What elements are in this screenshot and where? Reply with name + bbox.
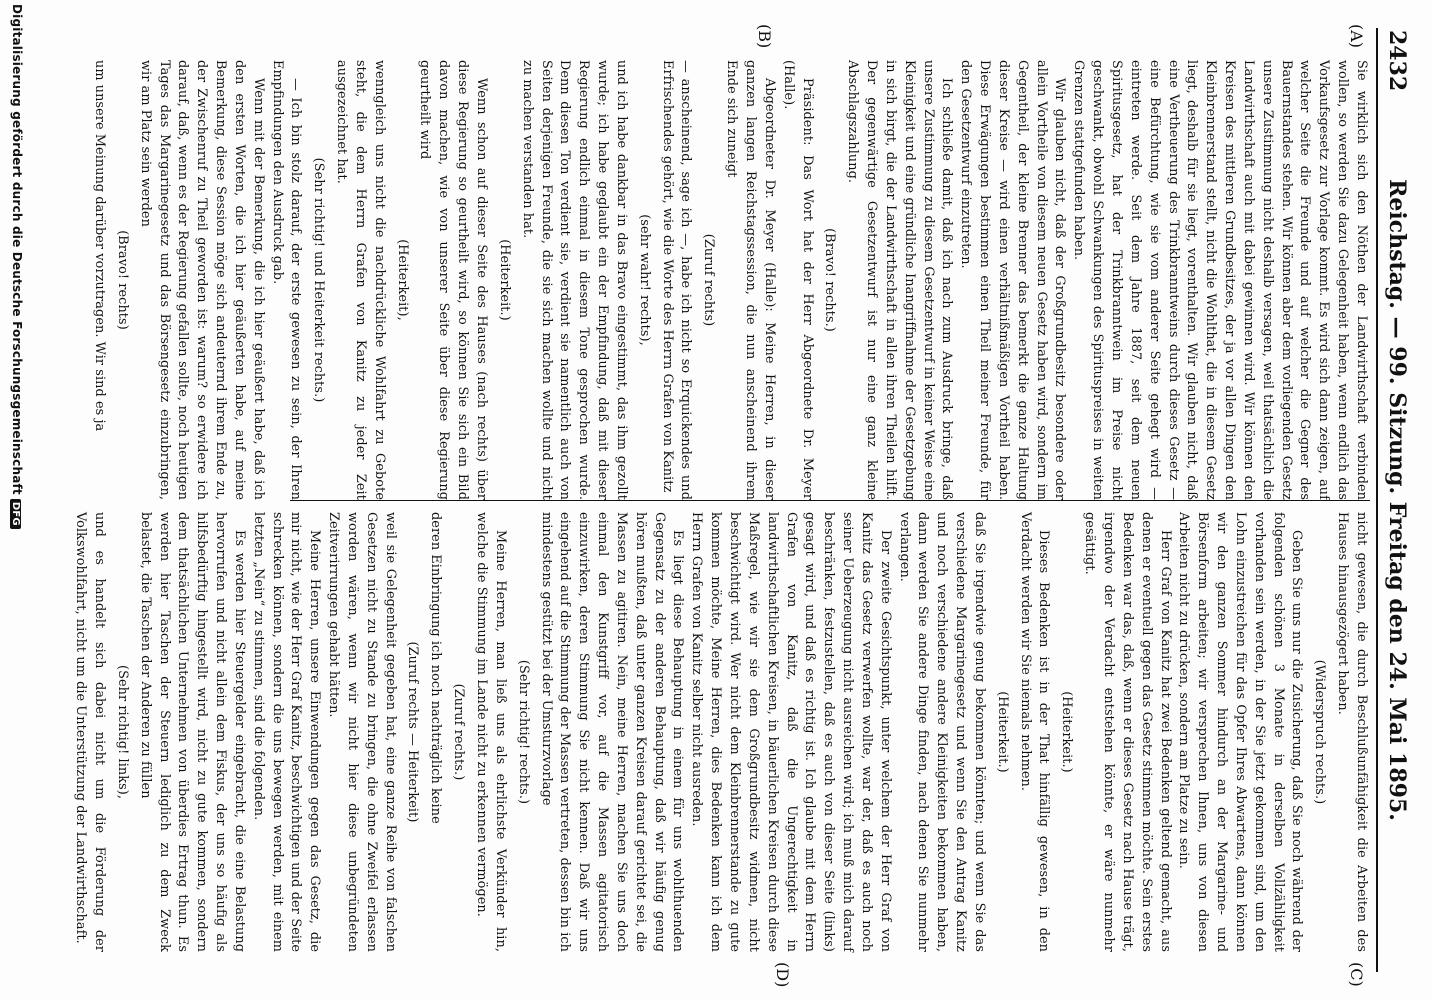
paragraph: deren Einbringung ich noch nachträglich keine	[428, 512, 444, 824]
paragraph: Meine Herren, unsere Einwendungen gegen das Gesetz, die mir nicht, wie der Herr Graf Kanitz, beschwichtigen und der Seite schrecken können, sondern die uns bewegen werden, mit einem letzten „Nein“ zu stimmen, sind die folgenden.	[250, 512, 323, 952]
interjection: (sehr wahr! rechts),	[636, 214, 652, 346]
interjection: (Zuruf rechts.)	[451, 683, 467, 781]
paragraph: und es handelt sich dabei nicht um die Förderung der Volkswohlfahrt, nicht um die Unterstützung der Landwirthschaft.	[73, 512, 107, 952]
speaker-line: Präsident: Das Wort hat der Herr Abgeordnete Dr. Meyer (Halle).	[780, 60, 815, 500]
left-column	[89, 60, 1370, 500]
paragraph: Der zweite Gesichtspunkt, unter welchem der Herr Graf von Kanitz das Gesetz verwerfen wollte, war der, daß es auch noch seiner Ueberzeugung nicht ausreichen wird; ich muß mich darauf beschränken, festzustellen, daß es auch von dieser Seite (links) gesagt wird, und daß es richtig ist. Ich glaube mit dem Herrn Grafen von Kanitz, daß die Ungerechtigkeit in landwirthschaftlichen Kreisen, in bäuerlichen Kreisen durch diese Maßregel, wie wir sie dem Großgrundbesitz widmen, nicht beschwichtigt wird. Wer nicht dem Kleinbrennerstande zu gute kommen möchte, Meine Herren, dies Bedenken kann ich dem Herrn Grafen von Kanitz selber nicht ausreden.	[689, 512, 893, 952]
paragraph: — Ich bin stolz darauf, der erste gewesen zu sein, der Ihren Empfindungen den Ausdruck gab.	[269, 60, 304, 500]
paragraph: — anscheinend, sage ich —, habe ich nicht so Erquickendes und Erfrischendes gehört, wie die Worte des Herrn Grafen von Kanitz	[659, 60, 694, 500]
interjection: (Sehr richtig! und Heiterkeit rechts.)	[311, 157, 327, 403]
interjection: (Zuruf rechts — Heiterkeit)	[405, 641, 421, 823]
interjection: (Heiterkeit.)	[1059, 691, 1075, 773]
paragraph: nicht gewesen, die durch Beschlußunfähigkeit die Arbeiten des Hauses hinausgezögert haben.	[1335, 512, 1369, 952]
column-separator	[290, 500, 1370, 501]
paragraph: daß Sie irgendwie genug bekommen könnten; und wenn Sie das verschiedene Margarinegesetz und wenn Sie den Antrag Kanitz und noch verschiedene andere Kleinigkeiten bekommen haben, dann werden Sie andere Dinge finden, nach denen Sie nunmehr verlangen.	[896, 512, 987, 952]
interjection: (Sehr richtig! links),	[114, 664, 130, 800]
paragraph: und ich habe dankbar in das Bravo eingestimmt, das ihm gezollt wurde; ich habe geglaubt ein der Empfindung, daß mit dieser Regierung endlich einmal in diesem Tone gesprochen wurde. Denn diesen Ton verdient sie, verdient sie namentlich auch von Seiten derjenigen Freunde, die sie sich machen wollte und nicht zu machen verstanden hat.	[519, 60, 629, 500]
interjection: (Bravo! rechts.)	[822, 228, 838, 332]
paragraph: wenngleich uns nicht die nachdrückliche Wohlfahrt zu Gebote steht, die dem Herrn Grafen von Kanitz zu jeder Zeit ausgezeichnet hat.	[334, 60, 387, 500]
margin-marker-c: (C)	[1347, 962, 1366, 987]
interjection: (Heiterkeit.)	[496, 239, 512, 321]
paragraph: Dieses Bedenken ist in der That hinfällig gewesen, in den Verdacht werden wir Sie niemals nehmen.	[1017, 512, 1052, 952]
paragraph: um unsere Meinung darüber vorzutragen. Wir sind es ja	[92, 60, 107, 432]
paragraph: Geben Sie uns nur die Zusicherung, daß Sie noch während der folgenden schönen 3 Monate in derselben Vollzähligkeit vorhanden sein werden, in der Sie jetzt gekommen sind, um den Lohn einzustreichen für das Opfer Ihres Abwartens, dann können wir den ganzen Sommer hindurch an der Margarine- und Börsenform arbeiten; wir versprechen Ihnen, uns von diesen Arbeiten nicht zu drücken, sondern am Platze zu sein.	[1176, 512, 1305, 952]
interjection: (Zuruf rechts)	[701, 233, 717, 327]
interjection: (Bravo! rechts)	[114, 230, 130, 330]
credit-text: Digitalisierung gefördert durch die Deutsche Forschungsgemeinschaft	[10, 4, 24, 495]
paragraph: Sie wirklich sich den Nöthen der Landwirthschaft verbinden wollen, so werden Sie dazu Gelegenheit haben, wenn endlich das Vorkaufsgesetz zur Vorlage kommt. Es wird sich dann zeigen, auf welcher Seite die Freunde und auf welcher die Gegner des Bauernstandes stehen. Wir können aber dem vorliegenden Gesetz unsere Zustimmung nicht deshalb versagen, weil thatsächlich die Landwirthschaft auch mit dabei gewinnen wird. Wir können den Kreisen des mittleren Grundbesitzes, der ja vor allen Dingen den Kleinbrennerstand stellt, nicht die Wohlthat, die in diesem Gesetz liegt, deshalb für sie liegt, vorenthalten. Wir glauben nicht, daß eine Vertheuerung des Trinkbranntweins durch dieses Gesetz — eine Befürchtung, wie sie vom anderer Seite gehegt wird — eintreten werde. Seit dem Jahre 1887, seit dem neuen Spiritusgesetz, hat der Trinkbranntwein im Preise nicht geschwankt, obwohl Schwankungen des Spirituspreises in weiten Grenzen stattgefunden haben.	[1071, 60, 1369, 500]
paragraph: Wenn mit der Bemerkung, die ich hier geäußert habe, daß ich den ersten Worten, die ich hier geäußerten habe, auf meine Bemerkung, diese Session möge sich andeuternd ihrem Ende zu, der Zwischenruf zu Theil geworden ist: warum? so erwidere ich darauf, daß, wenn es der Regierung gefallen sollte, noch heutigen Tages das Margarinegesetz und das Börsengesetz einzubringen, wir am Platz sein werden	[137, 60, 266, 500]
paragraph: Ich schließe damit, daß ich nach zum Ausdruck bringe, daß unsere Zustimmung zu diesem Gesetzentwurf in keiner Weise eine Kleinigkeit und eine gründliche Inangriffnahme der Gesetzgebung in sich birgt, die der Landwirthschaft in allen ihren Theilen hilft. Der gegenwärtige Gesetzentwurf ist nur eine ganz kleine Abschlagszahlung.	[845, 60, 955, 500]
paragraph: Herr Graf von Kanitz hat zwei Bedenken geltend gemacht, aus denen er eventuell gegen das Gesetz stimmen möchte. Sein erstes Bedenken war das, daß, wenn er dieses Gesetz nach Hause trägt, irgendwo der Verdacht entstehen könnte, er wäre nunmehr gesättigt.	[1082, 512, 1173, 952]
interjection: (Heiterkeit.)	[994, 691, 1010, 773]
margin-marker-a: (A)	[1347, 24, 1366, 49]
dfg-logo: DFG	[10, 499, 21, 529]
interjection: (Widerspruch rechts.)	[1312, 659, 1328, 805]
header-rule	[1376, 28, 1378, 972]
interjection: (Sehr richtig! rechts.)	[515, 659, 531, 805]
speaker-line: Abgeordneter Dr. Meyer (Halle): Meine Herren, in dieser ganzen langen Reichstagssession, die nun anscheinend ihrem Ende sich zuneigt	[724, 60, 777, 500]
right-column	[70, 512, 1370, 952]
paragraph: Wir glauben nicht, daß der Großgrundbesitz besondere oder allein Vortheile von diesem neuen Gesetz haben wird, sondern im Gegentheil, der kleine Brenner das bemerkt die ganze Haltung dieser Kreise — wird einen verhältnißmäßigen Vortheil haben. Diese Erwägungen bestimmen einen Theil meiner Freunde, für den Gesetzentwurf einzutreten.	[958, 60, 1068, 500]
margin-marker-d: (D)	[773, 962, 792, 988]
paragraph: Wenn schon auf dieser Seite des Hauses (nach rechts) über diese Regierung so geurtheilt wird, so können Sie sich ein Bild davon machen, wie von unserer Seite über diese Regierung geurtheilt wird	[417, 60, 490, 500]
margin-marker-b: (B)	[755, 24, 774, 49]
paragraph: Es liegt diese Behauptung in einem für uns wohlthuenden Gegensatz zu der anderen Behauptung, daß wir häufig genug hören mußten, daß unter ganzen Kreisen darauf gerichtet sei, die Massen zu agitiren. Nein, meine Herren, machen Sie uns doch einmal den Kunstgriff vor, auf die Massen agitatorisch einzuwirken, deren Stimmung Sie nicht kennen. Daß wir uns eingehend auf die Stimmung der Massen vertreten, dessen bin ich mindestens gestützt bei der Umsturzvorlage	[538, 512, 686, 952]
digitization-credit	[10, 4, 24, 529]
paragraph: Meine Herren, man ließ uns als ehrlichste Verkünder hin, welche die Stimmung im Lande nicht zu erkennen vermögen.	[474, 512, 508, 952]
interjection: (Heiterkeit),	[394, 239, 410, 321]
page-header	[1382, 30, 1410, 970]
paragraph: weil sie Gelegenheit gegeben hat, eine ganze Reihe von falschen Gesetzen nicht zu Stande zu bringen, die ohne Zweifel erlassen worden wären, wenn wir nicht hier diese unbegründeten Zeitverirrungen gehabt hätten.	[326, 512, 398, 952]
paragraph: Es werden hier Steuergelder eingebracht, die eine Belastung hervorrufen und nicht allein dem Fiskus, der uns so häufig als hilfsbedürftig hingestellt wird, nicht zu gute kommen, sondern dem thatsächlichen Unternehmen von überdies Ertrag thun. Es werden hier Taschen der Steuern lediglich zu dem Zweck belastet, die Taschen der Anderen zu füllen	[137, 512, 247, 952]
page-title: Reichstag. — 99. Sitzung. Freitag den 24. Mai 1895.	[1384, 179, 1410, 821]
page-number: 2432	[1384, 30, 1410, 92]
